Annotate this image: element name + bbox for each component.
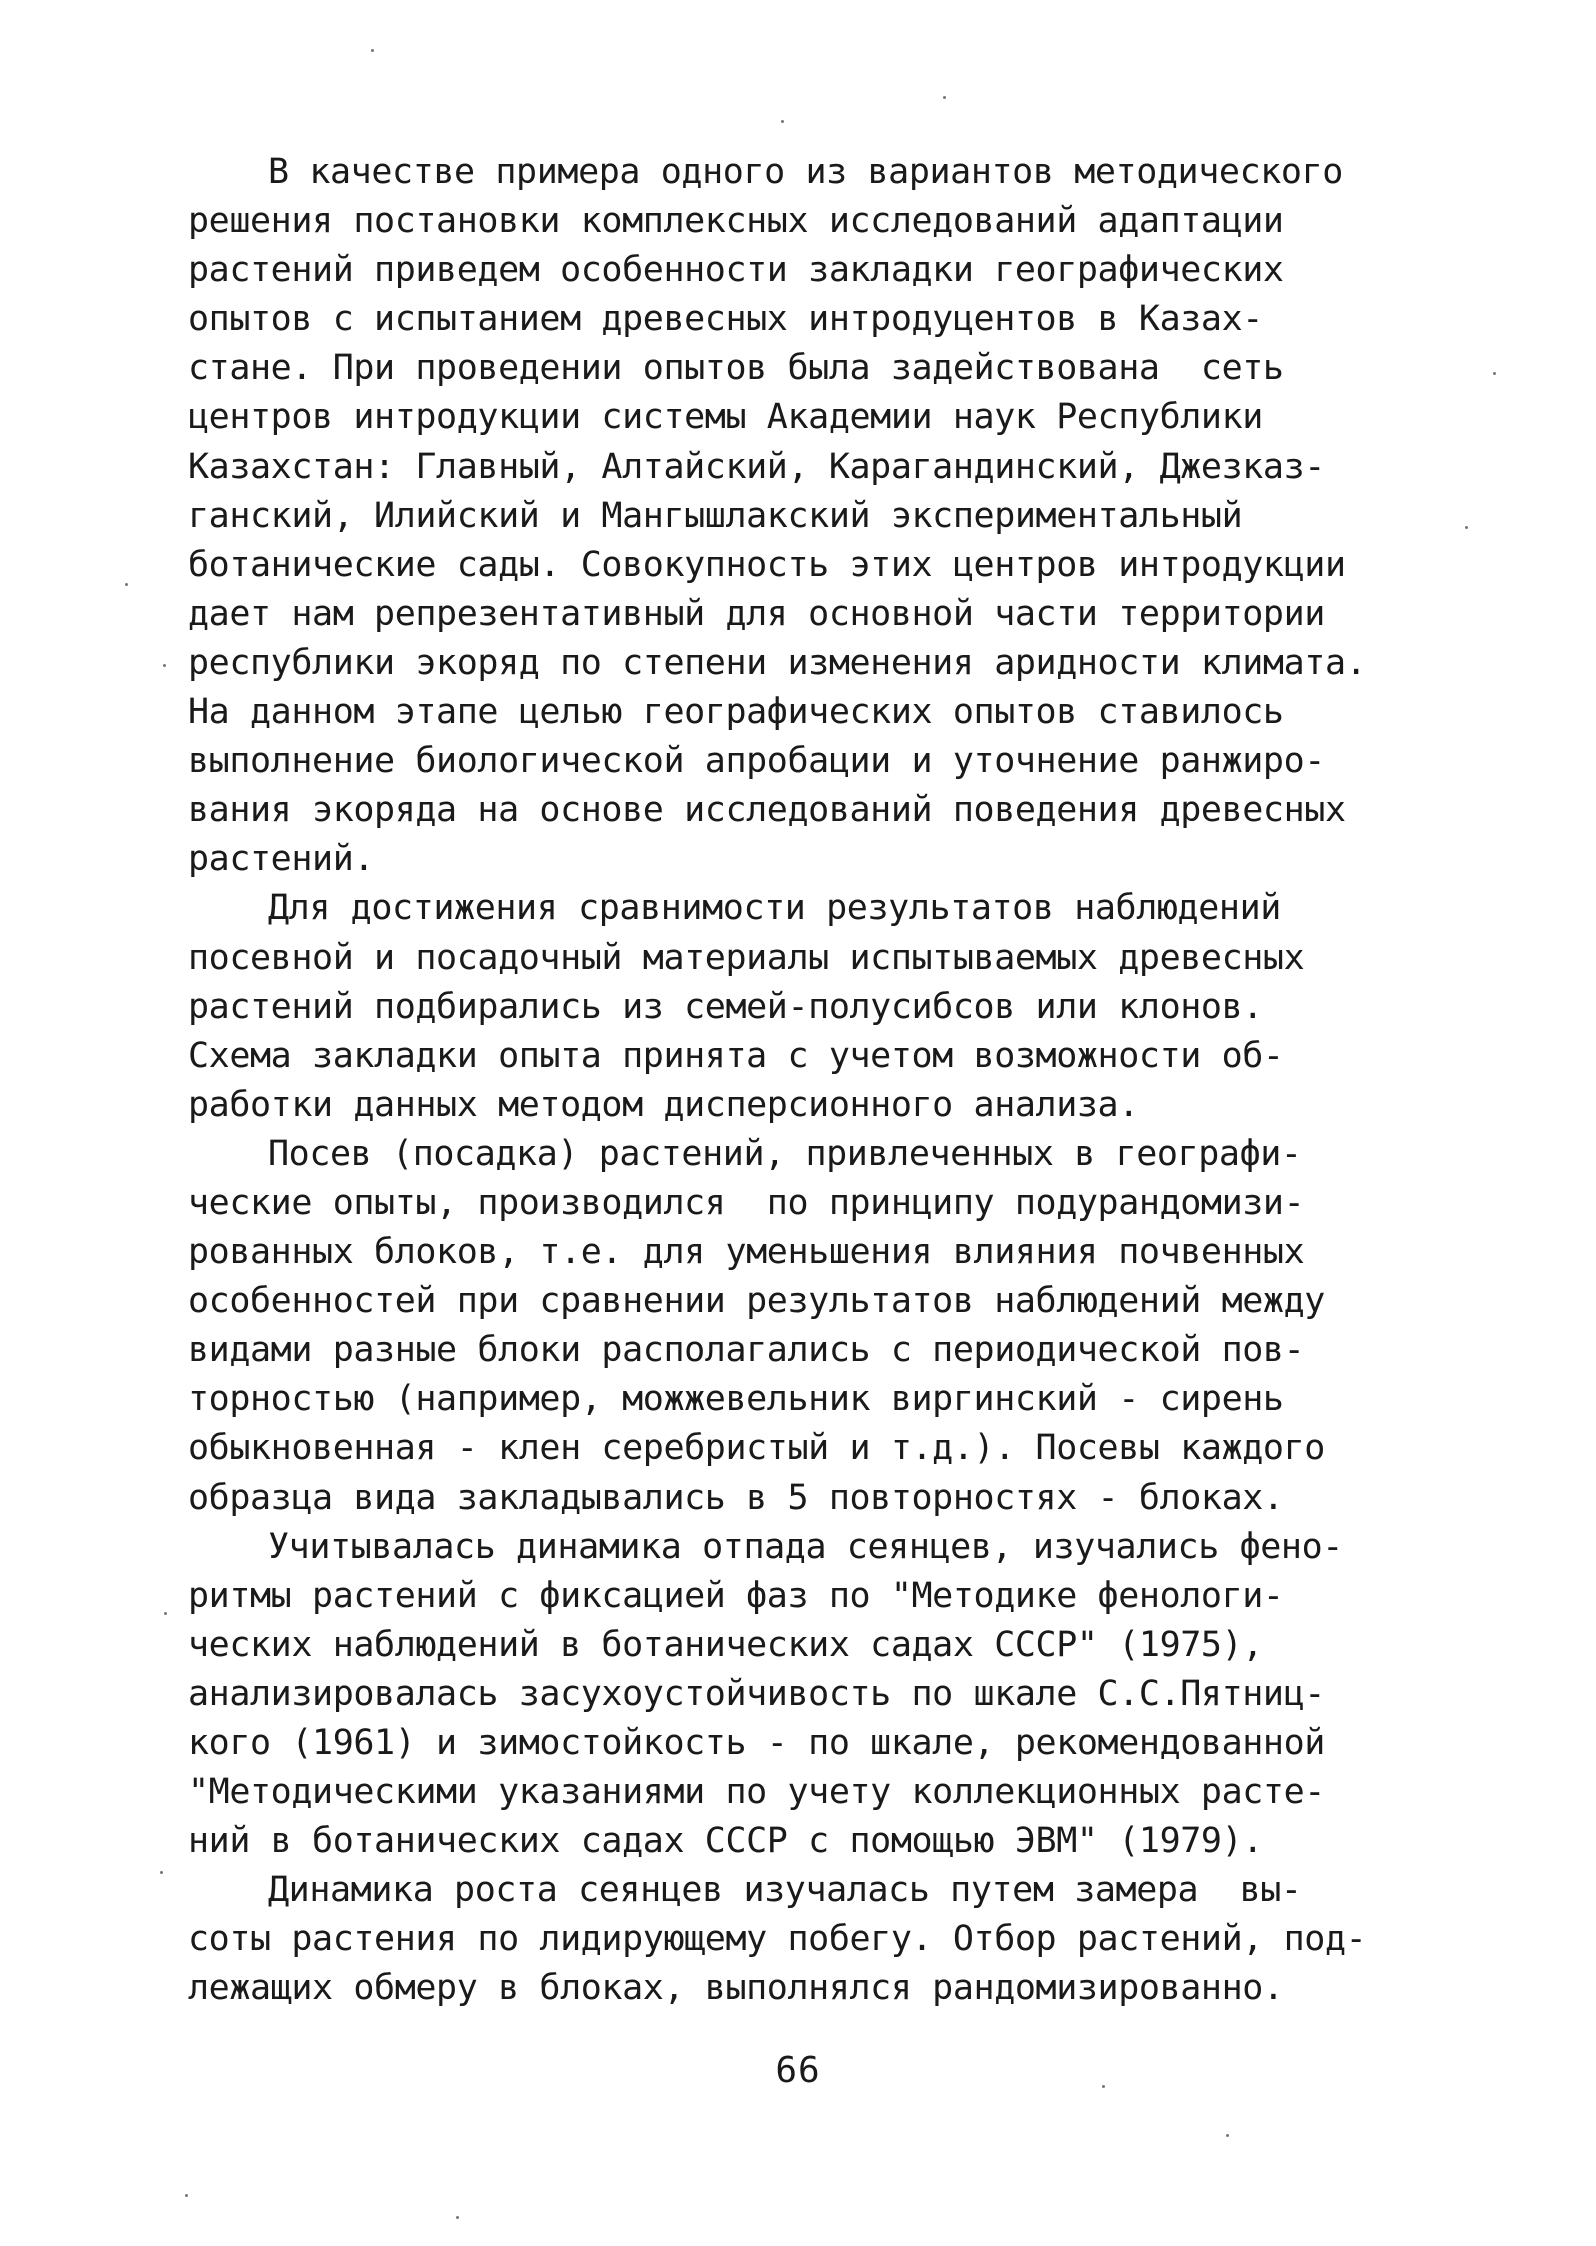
page-number: 66 — [775, 2050, 821, 2091]
text-line: обыкновенная - клен серебристый и т.д.). Посевы каждого — [188, 1428, 1325, 1469]
scan-speck — [163, 664, 166, 667]
text-line: кого (1961) и зимостойкость - по шкале, рекомендованной — [188, 1723, 1325, 1763]
scan-speck — [1226, 2134, 1229, 2137]
text-line: ритмы растений с фиксацией фаз по "Методике фенологи- — [188, 1575, 1284, 1616]
text-line: рованных блоков, т.е. для уменьшения влияния почвенных — [188, 1232, 1305, 1273]
paragraph-1 — [188, 148, 1488, 884]
scan-speck — [943, 96, 946, 99]
scan-speck — [125, 583, 128, 586]
scan-speck — [185, 2194, 188, 2197]
text-line: На данном этапе целью географических опытов ставилось — [188, 692, 1284, 733]
text-line: посевной и посадочный материалы испытываемых древесных — [188, 937, 1305, 978]
text-line: ботанические сады. Совокупность этих центров интродукции — [188, 544, 1346, 585]
text-line: ний в ботанических садах СССР с помощью ЭВМ" (1979). — [188, 1821, 1263, 1862]
scan-speck — [1102, 2085, 1105, 2088]
text-line: В качестве примера одного из вариантов методического — [268, 152, 1343, 192]
text-line: лежащих обмеру в блоках, выполнялся рандомизированно. — [188, 1968, 1284, 2009]
text-line: растений. — [188, 839, 375, 880]
scan-speck — [781, 120, 784, 123]
text-line: опытов с испытанием древесных интродуцентов в Казах- — [188, 299, 1263, 340]
scan-speck — [1465, 526, 1468, 529]
paragraph-4 — [188, 1523, 1488, 1867]
paragraph-3 — [188, 1130, 1488, 1523]
text-line: особенностей при сравнении результатов наблюдений между — [188, 1281, 1325, 1322]
text-line: Учитывалась динамика отпада сеянцев, изучались фено- — [268, 1526, 1343, 1567]
text-line: образца вида закладывались в 5 повторностях - блоках. — [188, 1477, 1284, 1518]
text-line: республики экоряд по степени изменения аридности климата. — [188, 642, 1367, 683]
text-line: ческие опыты, производился по принципу подурандомизи- — [188, 1182, 1305, 1223]
text-line: Динамика роста сеянцев изучалась путем замера вы- — [268, 1870, 1302, 1911]
text-line: "Методическими указаниями по учету коллекционных расте- — [188, 1772, 1325, 1813]
text-line: растений приведем особенности закладки географических — [188, 250, 1284, 291]
text-line: ганский, Илийский и Мангышлакский экспериментальный — [188, 495, 1243, 536]
text-line: растений подбирались из семей-полусибсов или клонов. — [188, 986, 1263, 1027]
text-line: центров интродукции системы Академии наук Республики — [188, 397, 1263, 438]
text-line: Посев (посадка) растений, привлеченных в географи- — [268, 1133, 1302, 1174]
text-line: стане. При проведении опытов была задействована сеть — [188, 348, 1284, 389]
text-line: соты растения по лидирующему побегу. Отбор растений, под- — [188, 1919, 1367, 1960]
scan-speck — [1493, 372, 1496, 375]
text-line: Казахстан: Главный, Алтайский, Карагандинский, Джезказ- — [188, 446, 1325, 487]
paragraph-5 — [188, 1866, 1488, 2013]
text-line: видами разные блоки располагались с периодической пов- — [188, 1330, 1305, 1371]
scan-speck — [371, 49, 374, 52]
text-line: анализировалась засухоустойчивость по шкале С.С.Пятниц- — [188, 1673, 1325, 1714]
text-line: дает нам репрезентативный для основной части территории — [188, 593, 1325, 634]
body-text — [188, 148, 1488, 2014]
text-line: Схема закладки опыта принята с учетом возможности об- — [188, 1035, 1284, 1076]
scan-speck — [456, 2216, 459, 2219]
text-line: решения постановки комплексных исследований адаптации — [188, 201, 1284, 242]
paragraph-2 — [188, 884, 1488, 1129]
text-line: ческих наблюдений в ботанических садах СССР" (1975), — [188, 1624, 1263, 1665]
text-line: торностью (например, можжевельник виргинский - сирень — [188, 1379, 1284, 1420]
scan-speck — [160, 1871, 163, 1874]
scan-speck — [164, 1612, 167, 1615]
text-line: выполнение биологической апробации и уточнение ранжиро- — [188, 741, 1325, 782]
text-line: работки данных методом дисперсионного анализа. — [188, 1084, 1139, 1125]
text-line: вания экоряда на основе исследований поведения древесных — [188, 790, 1346, 831]
text-line: Для достижения сравнимости результатов наблюдений — [268, 888, 1281, 929]
